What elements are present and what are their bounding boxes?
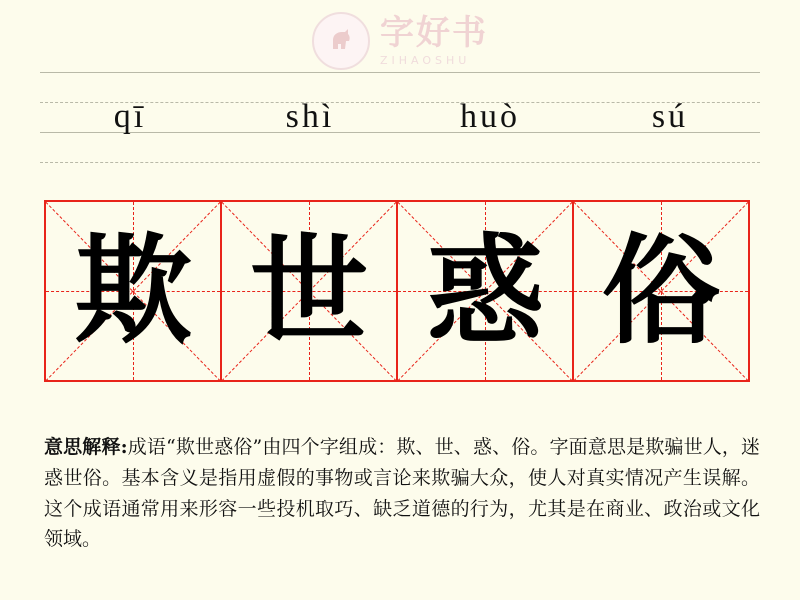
pinyin-cell: sú	[651, 98, 689, 135]
pinyin-row	[40, 72, 760, 162]
logo-title: 字好书	[380, 12, 488, 53]
logo-text-block	[380, 12, 488, 67]
character-cell	[572, 200, 750, 382]
explanation-block	[44, 432, 760, 555]
pinyin-cell: shì	[285, 98, 335, 135]
logo-subtitle: ZIHAOSHU	[380, 53, 471, 67]
pinyin-cell: qī	[113, 98, 147, 135]
character-glyph: 世	[249, 221, 368, 360]
character-glyph: 俗	[601, 221, 720, 360]
pinyin-staff	[40, 72, 760, 162]
character-glyph: 欺	[73, 221, 192, 360]
explanation-text: 成语“欺世惑俗”由四个字组成：欺、世、惑、俗。字面意思是欺骗世人，迷惑世俗。基本含义是指用虚假的事物或言论来欺骗大众，使人对真实情况产生误解。这个成语通常用来形容一些投机取巧、缺乏道德的行为，尤其是在商业、政治或文化领域。	[44, 436, 761, 551]
character-glyph: 惑	[425, 221, 544, 360]
character-grid	[44, 200, 756, 382]
seal-horse-icon	[312, 12, 370, 70]
character-cell	[220, 200, 398, 382]
site-logo	[0, 10, 800, 72]
character-cell	[44, 200, 222, 382]
explanation-label: 意思解释:	[44, 436, 128, 458]
pinyin-cell: huò	[460, 98, 520, 135]
character-cell	[396, 200, 574, 382]
staff-line-bottom	[40, 162, 760, 163]
